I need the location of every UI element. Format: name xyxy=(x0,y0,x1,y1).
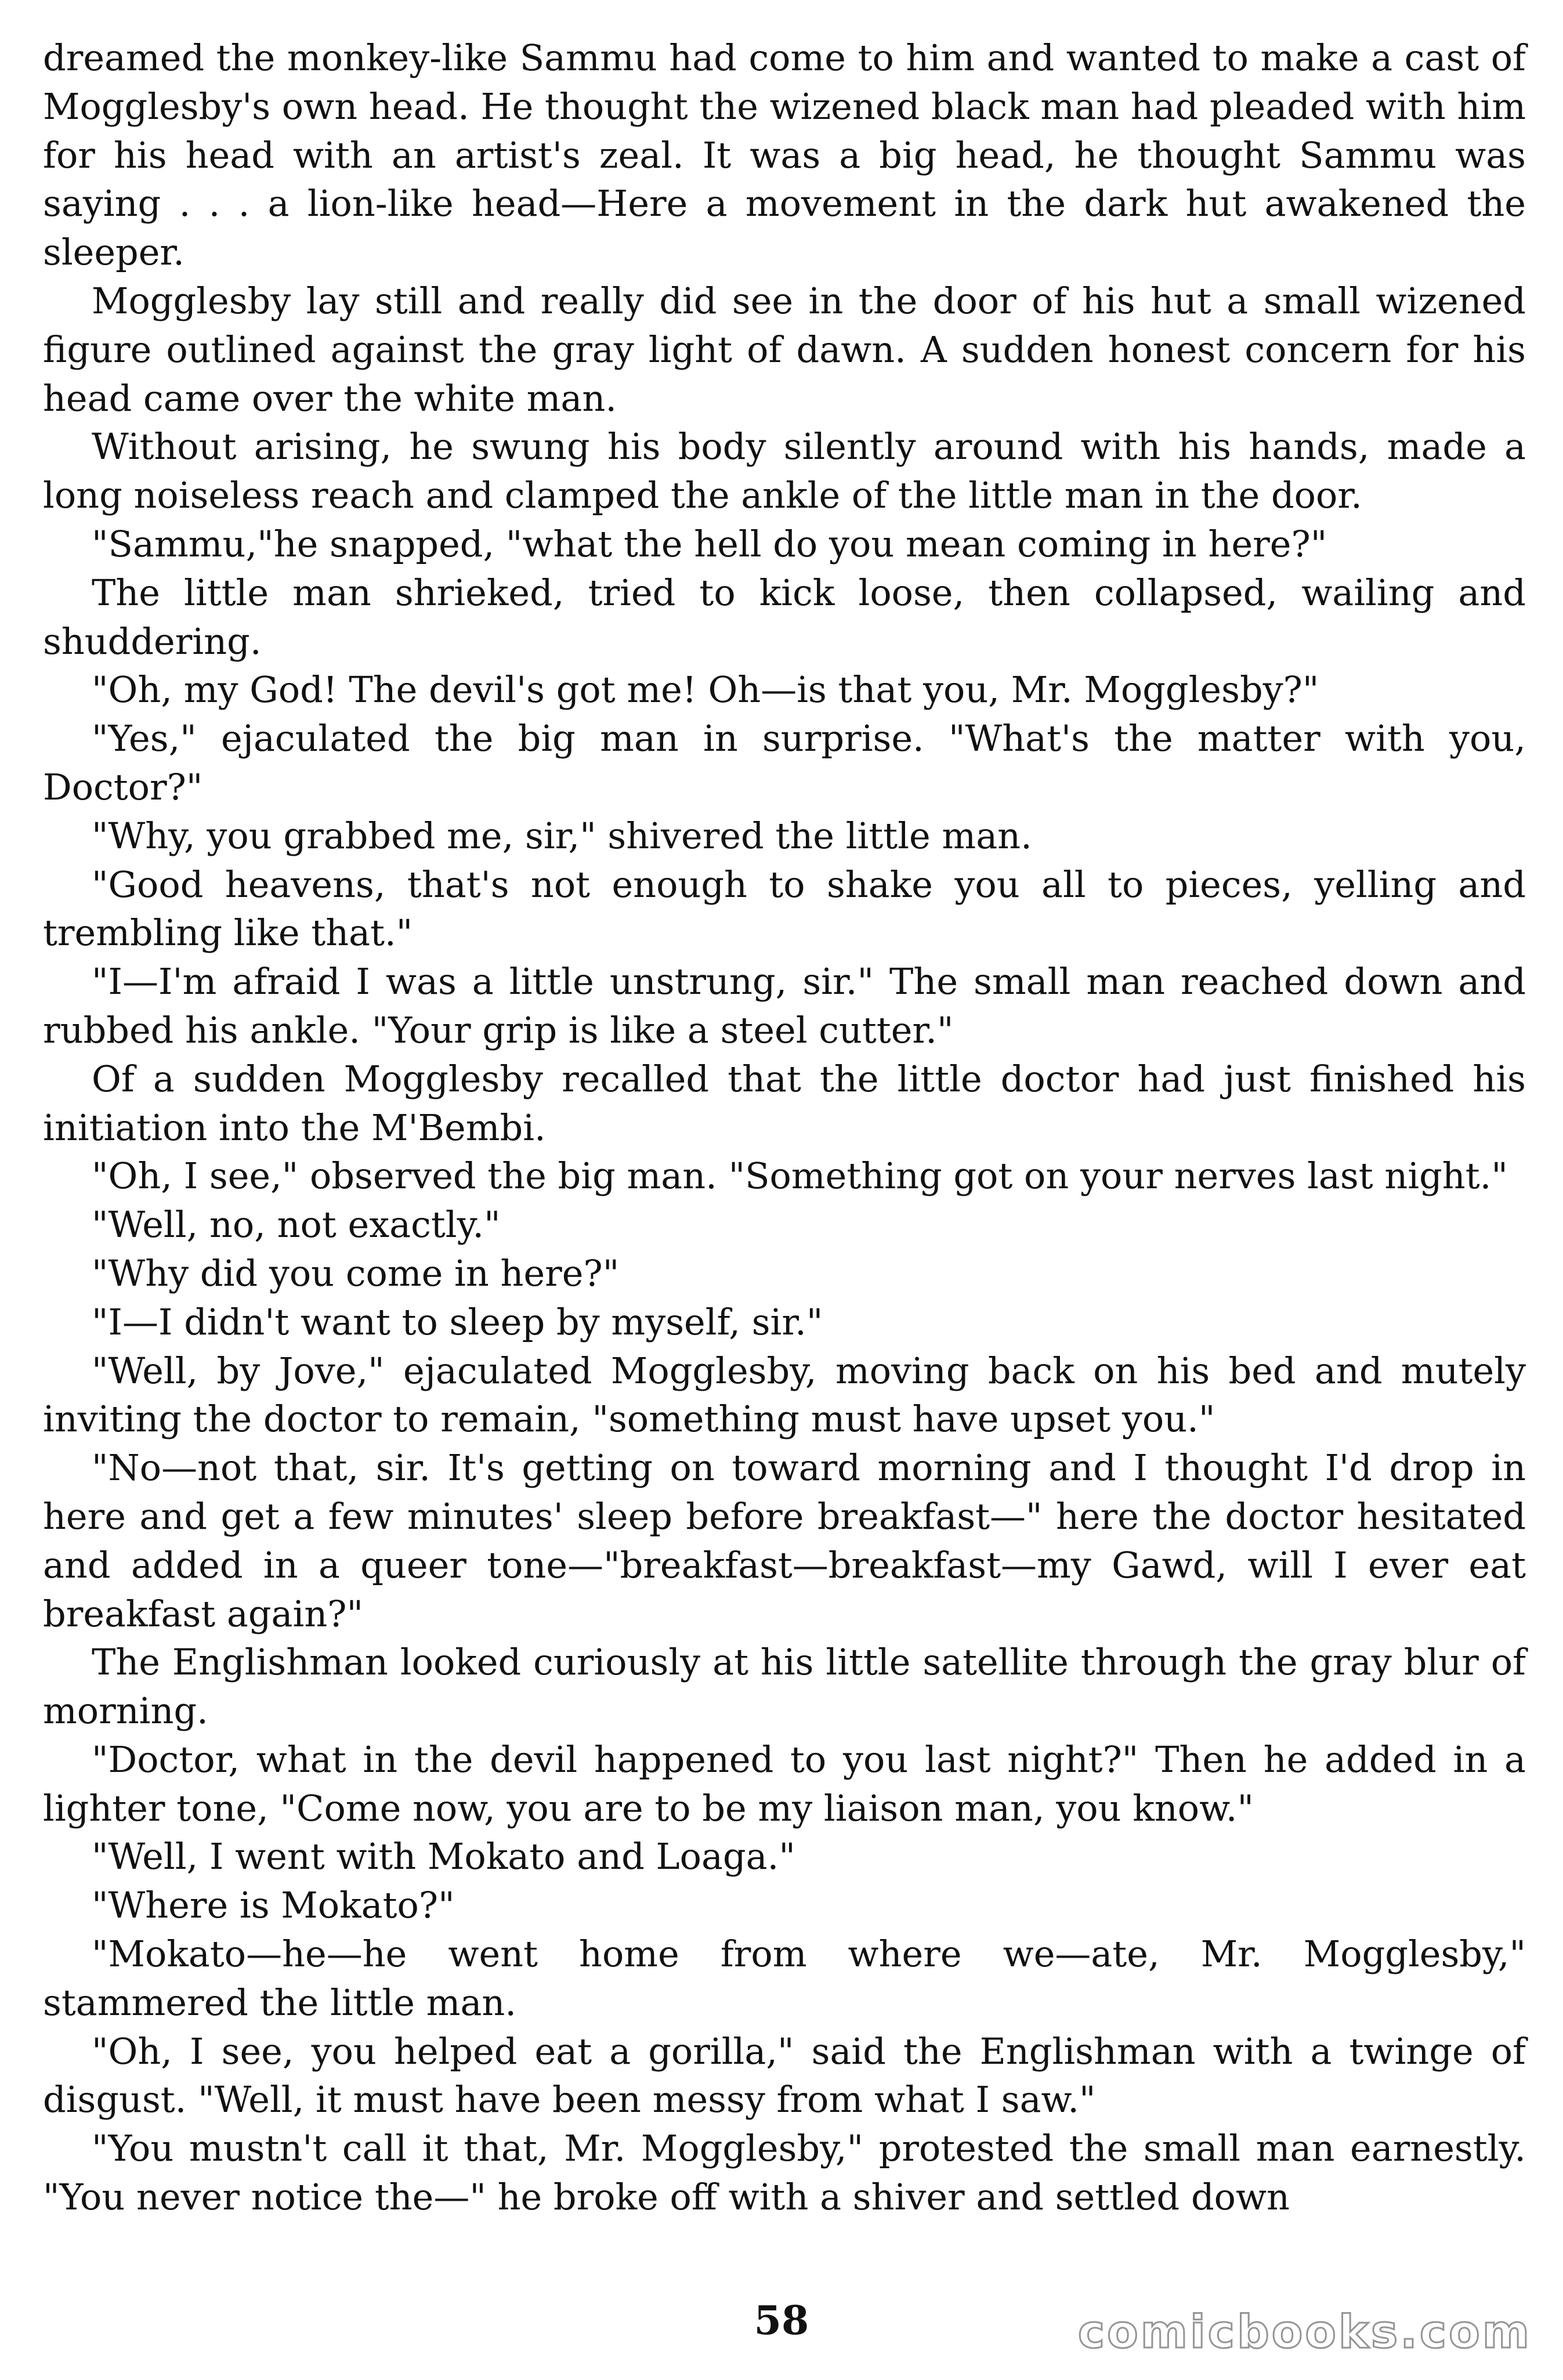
paragraph-15: "I—I didn't want to sleep by myself, sir." xyxy=(92,1300,823,1343)
paragraph-4: "Sammu,"he snapped, "what the hell do you mean coming in here?" xyxy=(92,522,1327,565)
paragraph-24: "You mustn't call it that, Mr. Mogglesby," protested the small man earnestly. "You never notice the—" he broke off with a shiver and settled down xyxy=(43,2127,1526,2219)
paragraph-18: The Englishman looked curiously at his little satellite through the gray blur of morning. xyxy=(43,1641,1526,1732)
paragraph-16: "Well, by Jove," ejaculated Mogglesby, moving back on his bed and mutely inviting the doctor to remain, "something must have upset you." xyxy=(43,1349,1526,1441)
paragraph-11: Of a sudden Mogglesby recalled that the little doctor had just finished his initiation into the M'Bembi. xyxy=(43,1057,1526,1149)
paragraph-3: Without arising, he swung his body silently around with his hands, made a long noiseless reach and clamped the ankle of the little man in the door. xyxy=(43,425,1526,517)
paragraph-12: "Oh, I see," observed the big man. "Something got on your nerves last night." xyxy=(92,1155,1508,1198)
paragraph-7: "Yes," ejaculated the big man in surprise. "What's the matter with you, Doctor?" xyxy=(43,717,1526,808)
page-number: 58 xyxy=(754,2298,809,2344)
paragraph-8: "Why, you grabbed me, sir," shivered the little man. xyxy=(92,814,1032,857)
paragraph-13: "Well, no, not exactly." xyxy=(92,1203,501,1246)
paragraph-2: Mogglesby lay still and really did see in the door of his hut a small wizened figure outlined against the gray light of dawn. A sudden honest concern for his head came over the white man. xyxy=(43,279,1526,419)
paragraph-20: "Well, I went with Mokato and Loaga." xyxy=(92,1835,795,1878)
paragraph-10: "I—I'm afraid I was a little unstrung, sir." The small man reached down and rubbed his ankle. "Your grip is like a steel cutter." xyxy=(43,960,1526,1051)
paragraph-14: "Why did you come in here?" xyxy=(92,1252,620,1294)
watermark: comicbooks.com xyxy=(1077,2306,1532,2359)
paragraph-6: "Oh, my God! The devil's got me! Oh—is that you, Mr. Mogglesby?" xyxy=(92,668,1319,711)
paragraph-5: The little man shrieked, tried to kick loose, then collapsed, wailing and shuddering. xyxy=(43,571,1526,663)
paragraph-1: dreamed the monkey-like Sammu had come to him and wanted to make a cast of Mogglesby's own head. He thought the wizened black man had pleaded with him for his head with an artist's zeal. It was a big head, he thought Sammu was saying . . . a lion-like head—Here a movement in the dark hut awakened the sleeper. xyxy=(43,37,1526,274)
paragraph-23: "Oh, I see, you helped eat a gorilla," said the Englishman with a twinge of disgust. "Well, it must have been messy from what I saw." xyxy=(43,2030,1526,2121)
paragraph-17: "No—not that, sir. It's getting on toward morning and I thought I'd drop in here and get a few minutes' sleep before breakfast—" here the doctor hesitated and added in a queer tone—"breakfast—breakfast—my Gawd, will I ever eat breakfast again?" xyxy=(43,1446,1526,1635)
paragraph-19: "Doctor, what in the devil happened to you last night?" Then he added in a lighter tone, "Come now, you are to be my liaison man, you know." xyxy=(43,1738,1526,1829)
paragraph-22: "Mokato—he—he went home from where we—ate, Mr. Mogglesby," stammered the little man. xyxy=(43,1933,1526,2024)
body-text xyxy=(43,34,1526,2222)
paragraph-21: "Where is Mokato?" xyxy=(92,1884,455,1927)
paragraph-9: "Good heavens, that's not enough to shake you all to pieces, yelling and trembling like that." xyxy=(43,863,1526,954)
